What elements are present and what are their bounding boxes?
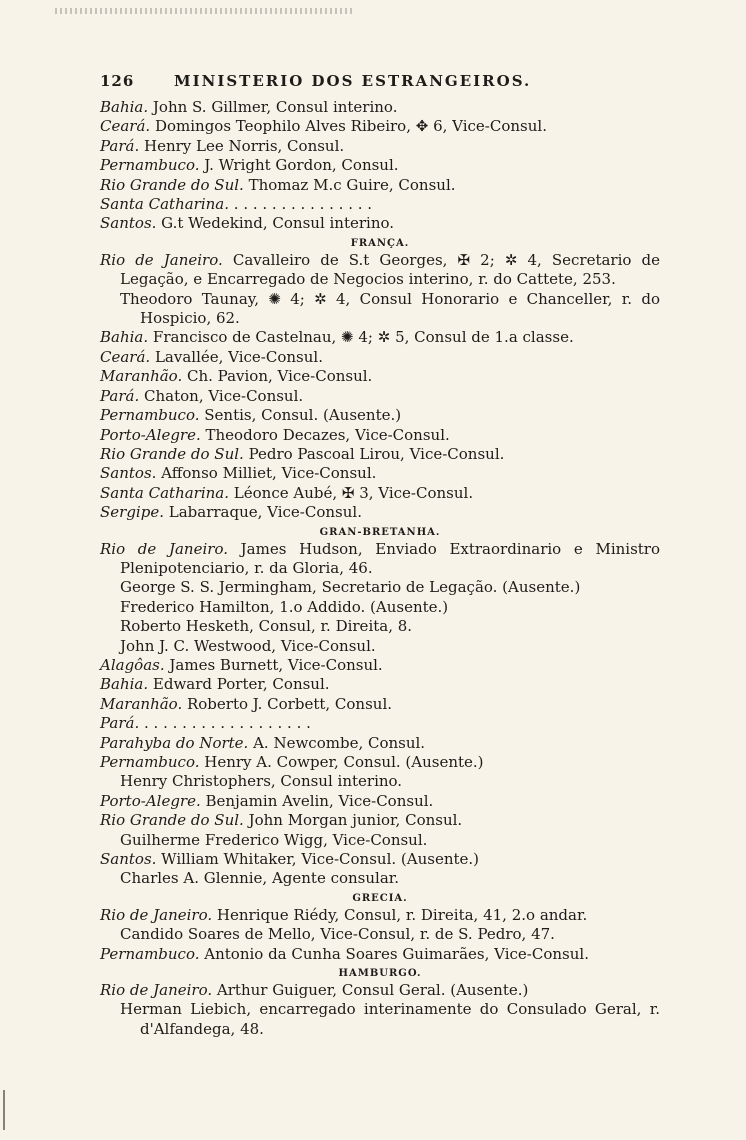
directory-entry bbox=[100, 387, 660, 406]
directory-entry bbox=[100, 792, 660, 811]
entry-text: G.t Wedekind, Consul interino. bbox=[156, 214, 395, 233]
directory-entry bbox=[100, 831, 660, 850]
entry-text: John S. Gillmer, Consul interino. bbox=[148, 98, 398, 116]
entry-place: Pernambuco. bbox=[100, 753, 200, 771]
entry-text: Thomaz M.c Guire, Consul. bbox=[243, 175, 456, 194]
entry-place: Alagôas. bbox=[100, 655, 165, 674]
directory-entry bbox=[100, 348, 660, 367]
entry-text: Candido Soares de Mello, Vice-Consul, r. de S. Pedro, 47. bbox=[120, 925, 555, 944]
entry-text: Guilherme Frederico Wigg, Vice-Consul. bbox=[120, 830, 428, 849]
entry-text: Henry A. Cowper, Consul. (Ausente.) bbox=[199, 753, 484, 771]
section-heading: GRECIA. bbox=[352, 892, 408, 904]
entry-text: Henrique Riédy, Consul, r. Direita, 41, 2.o andar. bbox=[212, 905, 588, 924]
entry-place: Maranhão. bbox=[100, 694, 183, 713]
directory-entry bbox=[100, 540, 660, 579]
entry-text: Domingos Teophilo Alves Ribeiro, ✥ 6, Vice-Consul. bbox=[150, 117, 547, 136]
entry-place: Rio de Janeiro. bbox=[100, 539, 228, 558]
entry-text: Ch. Pavion, Vice-Consul. bbox=[182, 367, 373, 386]
entry-place: Pernambuco. bbox=[100, 944, 200, 963]
entry-text: Edward Porter, Consul. bbox=[148, 675, 330, 694]
entry-place: Pernambuco. bbox=[100, 156, 200, 175]
entry-text: Léonce Aubé, ✠ 3, Vice-Consul. bbox=[229, 483, 474, 502]
directory-entry bbox=[100, 906, 660, 925]
entry-place: Rio Grande do Sul. bbox=[100, 175, 244, 194]
entry-place: Ceará. bbox=[100, 347, 151, 366]
entry-text: Chaton, Vice-Consul. bbox=[139, 386, 304, 405]
directory-entry bbox=[100, 617, 660, 636]
entry-place: Maranhão. bbox=[100, 367, 183, 386]
entry-text: Arthur Guiguer, Consul Geral. (Ausente.) bbox=[212, 981, 529, 1000]
entry-place: Pará. bbox=[100, 714, 140, 733]
directory-entry bbox=[100, 945, 660, 964]
entry-place: Ceará. bbox=[100, 117, 151, 136]
section-heading: HAMBURGO. bbox=[338, 968, 422, 980]
entry-text: Sentis, Consul. (Ausente.) bbox=[199, 406, 402, 425]
entry-text: John J. C. Westwood, Vice-Consul. bbox=[120, 636, 376, 655]
entry-place: Rio de Janeiro. bbox=[100, 981, 213, 1000]
entry-place: Rio Grande do Sul. bbox=[100, 811, 244, 830]
directory-entry bbox=[100, 714, 660, 733]
entry-text: Benjamin Avelin, Vice-Consul. bbox=[200, 791, 434, 810]
directory-entry bbox=[100, 695, 660, 714]
entry-text: Cavalleiro de S.t Georges, ✠ 2; ✲ 4, Secretario de Legação, e Encarregado de Negocios interino, r. do Cattete, 253. bbox=[120, 250, 660, 289]
directory-entry bbox=[100, 503, 660, 522]
entry-place: Rio Grande do Sul. bbox=[100, 444, 244, 463]
entry-place: Sergipe. bbox=[100, 503, 164, 522]
entry-text: Henry Christophers, Consul interino. bbox=[120, 772, 403, 791]
directory-entry bbox=[100, 290, 660, 329]
entry-text: Antonio da Cunha Soares Guimarães, Vice-Consul. bbox=[199, 944, 589, 963]
entry-place: Pará. bbox=[100, 136, 140, 155]
directory-entry bbox=[100, 598, 660, 617]
directory-entry bbox=[100, 869, 660, 888]
entry-place: Pará. bbox=[100, 386, 140, 405]
directory-entry bbox=[100, 753, 660, 772]
entry-text: . . . . . . . . . . . . . . . bbox=[229, 195, 373, 214]
entry-text: A. Newcombe, Consul. bbox=[248, 733, 426, 752]
section-heading: FRANÇA. bbox=[350, 237, 410, 249]
entry-text: Theodoro Taunay, ✺ 4; ✲ 4, Consul Honorario e Chanceller, r. do Hospicio, 62. bbox=[120, 289, 660, 328]
entry-place: Porto-Alegre. bbox=[100, 791, 201, 810]
entry-place: Pernambuco. bbox=[100, 406, 200, 425]
entry-text: . . . . . . . . . . . . . . . . . . bbox=[139, 714, 311, 733]
entry-text: Frederico Hamilton, 1.o Addido. (Ausente.) bbox=[120, 597, 449, 616]
directory-entry bbox=[100, 117, 660, 136]
entry-text: Charles A. Glennie, Agente consular. bbox=[120, 869, 400, 888]
directory-entry bbox=[100, 445, 660, 464]
running-title: MINISTERIO DOS ESTRANGEIROS. bbox=[174, 72, 532, 90]
entry-place: Santa Catharina. bbox=[100, 195, 230, 214]
directory-entry bbox=[100, 925, 660, 944]
entry-place: Rio de Janeiro. bbox=[100, 250, 223, 269]
directory-entry bbox=[100, 137, 660, 156]
entry-text: J. Wright Gordon, Consul. bbox=[199, 156, 399, 175]
page-header bbox=[100, 72, 660, 98]
entry-text: Herman Liebich, encarregado interinamente do Consulado Geral, r. d'Alfandega, 48. bbox=[120, 1000, 660, 1038]
directory-entry bbox=[100, 251, 660, 290]
directory-entry bbox=[100, 406, 660, 425]
document-body bbox=[100, 98, 660, 1039]
entry-text: Pedro Pascoal Lirou, Vice-Consul. bbox=[243, 444, 505, 463]
directory-entry bbox=[100, 195, 660, 214]
directory-entry bbox=[100, 464, 660, 483]
entry-text: Francisco de Castelnau, ✺ 4; ✲ 5, Consul de 1.a classe. bbox=[148, 328, 574, 347]
directory-entry bbox=[100, 981, 660, 1000]
entry-text: James Hudson, Enviado Extraordinario e Ministro Plenipotenciario, r. da Gloria, 46. bbox=[120, 539, 660, 577]
page-number: 126 bbox=[100, 72, 135, 90]
directory-entry bbox=[100, 367, 660, 386]
entry-text: Theodoro Decazes, Vice-Consul. bbox=[200, 425, 450, 444]
document-page bbox=[100, 72, 660, 1039]
directory-entry bbox=[100, 578, 660, 597]
entry-place: Bahia. bbox=[100, 675, 149, 694]
directory-entry bbox=[100, 214, 660, 233]
entry-text: Roberto Hesketh, Consul, r. Direita, 8. bbox=[120, 617, 413, 636]
directory-entry bbox=[100, 156, 660, 175]
entry-text: William Whitaker, Vice-Consul. (Ausente.) bbox=[156, 850, 480, 869]
entry-place: Santos. bbox=[100, 214, 157, 233]
entry-text: Roberto J. Corbett, Consul. bbox=[182, 694, 393, 713]
directory-entry bbox=[100, 637, 660, 656]
entry-text: Lavallée, Vice-Consul. bbox=[150, 347, 323, 366]
entry-place: Santos. bbox=[100, 464, 157, 483]
entry-place: Santa Catharina. bbox=[100, 483, 230, 502]
directory-entry bbox=[100, 675, 660, 694]
directory-entry bbox=[100, 484, 660, 503]
entry-text: Labarraque, Vice-Consul. bbox=[163, 503, 362, 522]
entry-place: Bahia. bbox=[100, 98, 149, 116]
directory-entry bbox=[100, 176, 660, 195]
entry-text: Affonso Milliet, Vice-Consul. bbox=[156, 464, 377, 483]
margin-mark bbox=[3, 1090, 5, 1130]
directory-entry bbox=[100, 734, 660, 753]
directory-entry bbox=[100, 811, 660, 830]
directory-entry bbox=[100, 772, 660, 791]
entry-place: Porto-Alegre. bbox=[100, 425, 201, 444]
directory-entry bbox=[100, 328, 660, 347]
section-heading: GRAN-BRETANHA. bbox=[319, 526, 441, 538]
directory-entry bbox=[100, 656, 660, 675]
entry-text: George S. S. Jermingham, Secretario de Legação. (Ausente.) bbox=[120, 578, 581, 597]
entry-place: Parahyba do Norte. bbox=[100, 733, 249, 752]
entry-place: Bahia. bbox=[100, 328, 149, 347]
directory-entry bbox=[100, 426, 660, 445]
entry-place: Rio de Janeiro. bbox=[100, 905, 213, 924]
entry-place: Santos. bbox=[100, 850, 157, 869]
directory-entry bbox=[100, 1000, 660, 1039]
directory-entry bbox=[100, 98, 660, 117]
entry-text: John Morgan junior, Consul. bbox=[243, 811, 463, 830]
entry-text: Henry Lee Norris, Consul. bbox=[139, 136, 345, 155]
print-noise bbox=[55, 8, 355, 14]
directory-entry bbox=[100, 850, 660, 869]
entry-text: James Burnett, Vice-Consul. bbox=[164, 655, 383, 674]
